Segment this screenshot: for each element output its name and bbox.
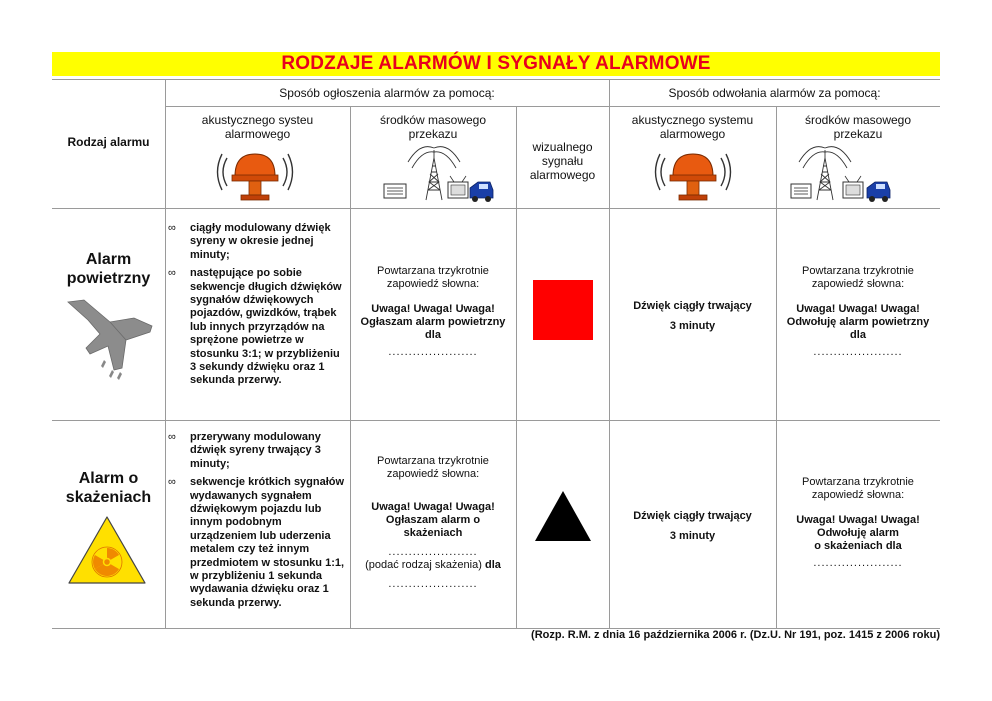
text-line: Odwołuję alarm	[817, 527, 899, 539]
text-line: Powtarzana trzykrotnie	[802, 265, 914, 277]
podac-line	[350, 559, 516, 572]
col-label-line: przekazu	[408, 127, 458, 141]
odw-akustyczny-skazeniach	[609, 510, 776, 543]
red-square-signal	[533, 280, 593, 340]
grid-line	[609, 79, 610, 628]
col-label-line: sygnału	[541, 154, 584, 168]
grid-line	[516, 106, 517, 628]
col-label-line: alarmowego	[659, 127, 726, 141]
text-line: Powtarzana trzykrotnie	[802, 476, 914, 488]
text-line: dla	[425, 329, 441, 341]
row-name-line: Alarm	[85, 251, 132, 268]
text-line: zapowiedź słowna:	[811, 489, 905, 501]
grid-line	[52, 79, 940, 80]
col-label-line: środków masowego	[379, 113, 487, 127]
title-bar	[52, 52, 940, 76]
siren-icon	[215, 148, 295, 206]
col-srodkow-odwolanie	[776, 113, 940, 141]
text-line: Uwaga! Uwaga! Uwaga!	[796, 303, 920, 315]
text-line: o skażeniach dla	[814, 540, 902, 552]
dots-placeholder: ......................	[388, 346, 478, 358]
row-name-line: powietrzny	[66, 270, 151, 287]
odw-srodkow-skazeniach	[776, 476, 940, 570]
grid-line	[165, 106, 940, 107]
text-line: Powtarzana trzykrotnie	[377, 455, 489, 467]
page-title: RODZAJE ALARMÓW I SYGNAŁY ALARMOWE	[281, 53, 711, 74]
col-label-line: środków masowego	[804, 113, 912, 127]
list-item	[168, 267, 348, 388]
infinity-bullet-icon: ∞	[168, 431, 176, 443]
text-line: dla	[850, 329, 866, 341]
infinity-bullet-icon: ∞	[168, 476, 176, 489]
siren-icon	[653, 148, 733, 206]
bullet-text: ciągły modulowany dźwięk syreny w okresie jednej minuty;	[190, 222, 331, 261]
footer-source: (Rozp. R.M. z dnia 16 października 2006 r. (Dz.U. Nr 191, poz. 1415 z 2006 roku)	[531, 629, 940, 641]
text-line: zapowiedź słowna:	[386, 278, 480, 290]
text-line: Uwaga! Uwaga! Uwaga!	[796, 514, 920, 526]
bullet-text: sekwencje krótkich sygnałów wydawanych sygnałem dźwiękowym pojazdu lub innym podobnym urządzeniem lub uderzenia metalem czy też innym przedmiotem w stosunku 1:1, w przybliżeniu 1 sekunda wydawania dźwięku oraz 1 sekunda przerwy.	[190, 476, 345, 609]
text-line: Ogłaszam alarm o	[385, 514, 481, 526]
col-label-line: alarmowego	[529, 168, 596, 182]
dots-placeholder: ......................	[388, 546, 478, 558]
radiation-hazard-icon	[66, 514, 148, 586]
dots-placeholder: ......................	[813, 557, 903, 569]
text-line: zapowiedź słowna:	[386, 468, 480, 480]
text-line: Odwołuję alarm powietrzny	[786, 316, 930, 328]
odw-srodkow-powietrzny	[776, 265, 940, 359]
fighter-jet-icon	[64, 296, 156, 382]
grid-line	[52, 420, 940, 421]
row-name-skazeniach	[52, 469, 165, 507]
row-name-line: skażeniach	[65, 489, 152, 506]
text-line: Dźwięk ciągły trwający	[633, 300, 752, 312]
list-item	[168, 431, 348, 471]
col-akustyczny-ogloszenie	[165, 113, 350, 141]
infinity-bullet-icon: ∞	[168, 222, 176, 234]
list-item	[168, 476, 348, 610]
bullets-powietrzny	[168, 222, 348, 393]
mass-media-icon	[787, 140, 905, 204]
odw-akustyczny-powietrzny	[609, 300, 776, 333]
grid-line	[52, 208, 940, 209]
row-name-line: Alarm o	[78, 470, 139, 487]
dla-text: dla	[484, 559, 501, 571]
col-label-line: alarmowego	[224, 127, 291, 141]
grid-line	[165, 79, 166, 628]
text-line: Uwaga! Uwaga! Uwaga!	[371, 501, 495, 513]
text-line: 3 minuty	[669, 320, 716, 332]
text-line: Dźwięk ciągły trwający	[633, 510, 752, 522]
bullet-text: przerywany modulowany dźwięk syreny trwający 3 minuty;	[190, 431, 321, 470]
col-label-line: wizualnego	[532, 140, 593, 154]
infinity-bullet-icon: ∞	[168, 267, 176, 280]
col-label-line: akustycznego systeu	[201, 113, 314, 127]
text-line: Ogłaszam alarm powietrzny	[360, 316, 506, 328]
col-srodkow-ogloszenie	[350, 113, 516, 141]
podac-text: (podać rodzaj skażenia)	[365, 559, 482, 571]
col-label-line: akustycznego systemu	[631, 113, 754, 127]
col-label-line: przekazu	[833, 127, 883, 141]
col-akustyczny-odwolanie	[609, 113, 776, 141]
text-line: 3 minuty	[669, 530, 716, 542]
dots-placeholder: ......................	[388, 578, 478, 590]
header-odwolania: Sposób odwołania alarmów za pomocą:	[668, 86, 881, 100]
text-line: Uwaga! Uwaga! Uwaga!	[371, 303, 495, 315]
row-name-powietrzny	[52, 250, 165, 288]
list-item	[168, 222, 348, 262]
black-triangle-signal	[533, 489, 593, 543]
ogl-srodkow-powietrzny	[350, 265, 516, 359]
header-ogloszenia: Sposób ogłoszenia alarmów za pomocą:	[279, 86, 495, 100]
col-wizualny	[516, 140, 609, 182]
text-line: skażeniach	[403, 527, 463, 539]
dots-placeholder: ......................	[813, 346, 903, 358]
header-rodzaj-alarmu: Rodzaj alarmu	[67, 135, 150, 149]
text-line: zapowiedź słowna:	[811, 278, 905, 290]
ogl-srodkow-skazeniach	[350, 455, 516, 591]
bullets-skazeniach	[168, 431, 348, 615]
text-line: Powtarzana trzykrotnie	[377, 265, 489, 277]
mass-media-icon	[378, 140, 496, 204]
bullet-text: następujące po sobie sekwencje długich dźwięków sygnałów dźwiękowych pojazdów, gwizdków, trąbek lub innych przyrządów na sprężone powietrze w stosunku 3:1; w przybliżeniu 3 sekundy dźwięku oraz 1 sekunda przerwy.	[190, 267, 342, 387]
